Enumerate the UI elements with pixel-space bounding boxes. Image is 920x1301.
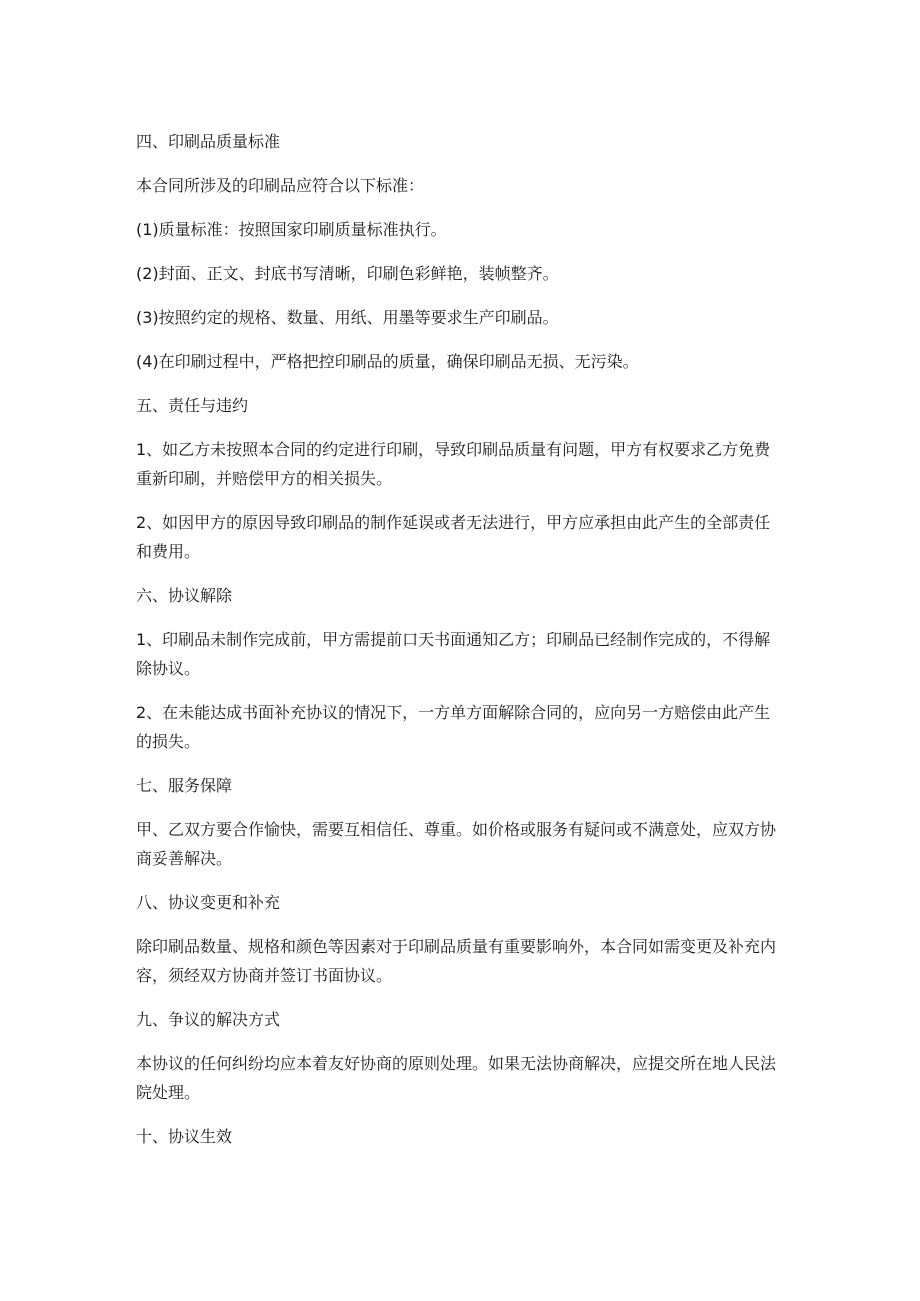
- section-heading-liability: 五、责任与违约: [136, 396, 249, 415]
- paragraph: 1、如乙方未按照本合同的约定进行印刷，导致印刷品质量有问题，甲方有权要求乙方免费重新印刷，并赔偿甲方的相关损失。: [136, 440, 771, 488]
- section-heading-quality: 四、印刷品质量标准: [136, 132, 281, 151]
- list-item: (1)质量标准：按照国家印刷质量标准执行。: [136, 220, 447, 239]
- section-heading-service: 七、服务保障: [136, 776, 233, 795]
- list-item: (2)封面、正文、封底书写清晰，印刷色彩鲜艳，装帧整齐。: [136, 264, 559, 283]
- paragraph: 2、如因甲方的原因导致印刷品的制作延误或者无法进行，甲方应承担由此产生的全部责任和费用。: [136, 513, 771, 561]
- paragraph: 1、印刷品未制作完成前，甲方需提前口天书面通知乙方；印刷品已经制作完成的，不得解除协议。: [136, 630, 771, 678]
- paragraph: 2、在未能达成书面补充协议的情况下，一方单方面解除合同的，应向另一方赔偿由此产生的损失。: [136, 703, 771, 751]
- paragraph: 本协议的任何纠纷均应本着友好协商的原则处理。如果无法协商解决，应提交所在地人民法院处理。: [136, 1054, 777, 1102]
- document-body: [136, 127, 784, 1166]
- list-item: (3)按照约定的规格、数量、用纸、用墨等要求生产印刷品。: [136, 308, 559, 327]
- paragraph: 甲、乙双方要合作愉快，需要互相信任、尊重。如价格或服务有疑问或不满意处，应双方协商妥善解决。: [136, 820, 777, 868]
- list-item: (4)在印刷过程中，严格把控印刷品的质量，确保印刷品无损、无污染。: [136, 352, 639, 371]
- section-heading-termination: 六、协议解除: [136, 586, 233, 605]
- paragraph: 除印刷品数量、规格和颜色等因素对于印刷品质量有重要影响外，本合同如需变更及补充内容，须经双方协商并签订书面协议。: [136, 937, 777, 985]
- section-heading-effect: 十、协议生效: [136, 1127, 233, 1146]
- section-heading-dispute: 九、争议的解决方式: [136, 1010, 281, 1029]
- section-heading-amendment: 八、协议变更和补充: [136, 893, 281, 912]
- paragraph: 本合同所涉及的印刷品应符合以下标准：: [136, 176, 425, 195]
